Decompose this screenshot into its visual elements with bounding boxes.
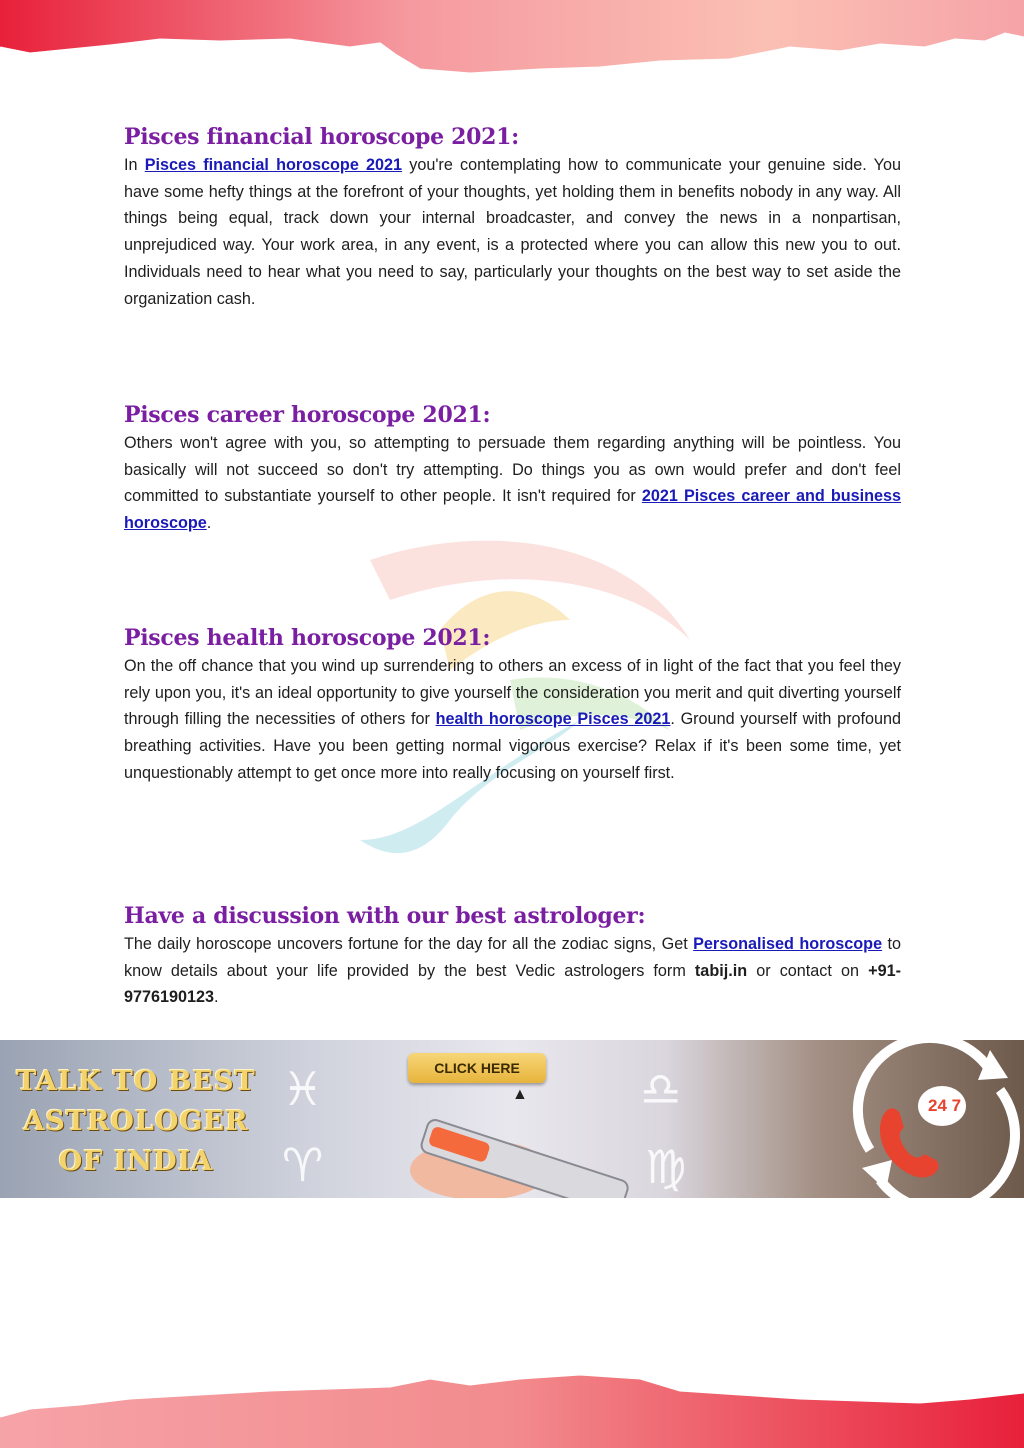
badge-24-7: 24 7 [928,1096,962,1115]
section-discussion [124,901,901,1011]
paragraph-career: Others won't agree with you, so attempting to persuade them regarding anything will be pointless. You basically will not succeed so don't try attempting. Do things you as own would prefer and don't feel committed to substantiate yourself to other people. It isn't required for 2021 Pisces career and business horoscope. [124,434,901,533]
section-health [124,623,901,787]
site-name: tabij.in [694,961,748,980]
hand-phone-icon [410,1100,640,1198]
talk-to-astrologer-banner[interactable] [0,1040,1024,1198]
paragraph-discussion: The daily horoscope uncovers fortune for the day for all the zodiac signs, Get Personalised horoscope to know details about your life provided by the best Vedic astrologers form tabij.in or contact on +91-9776190123. [124,935,902,1007]
cursor-arrow-icon: ▲ [512,1086,528,1103]
torn-paper-top-decoration [0,0,1024,95]
link-health-horoscope[interactable]: health horoscope Pisces 2021 [435,710,671,729]
libra-symbol-icon: ♎ [640,1062,682,1116]
torn-paper-bottom-decoration [0,1338,1024,1448]
aries-symbol-icon: ♈ [282,1138,324,1192]
link-career-business[interactable]: 2021 Pisces career and business horoscope [124,487,901,533]
phone-number: +91-9776190123 [124,961,901,1007]
virgo-symbol-icon: ♍ [645,1140,687,1194]
heading-health: Pisces health horoscope 2021: [124,625,491,651]
section-financial [124,122,901,312]
link-personalised-horoscope[interactable]: Personalised horoscope [693,935,883,953]
paragraph-financial: In Pisces financial horoscope 2021 you're contemplating how to communicate your genuine side. You have some hefty things at the forefront of your thoughts, yet holding them in benefits nobody in any way. All things being equal, track down your internal broadcaster, and convey the news in a nonpartisan, unprejudiced way. Your work area, in any event, is a protected where you can allow this new you to out. Individuals need to hear what you need to say, particularly your thoughts on the best way to set aside the organization cash. [124,156,901,308]
banner-title: TALK TO BEST ASTROLOGER OF INDIA [16,1066,256,1177]
pisces-symbol-icon: ♓ [282,1062,324,1116]
support-24-7-icon [840,1040,1024,1198]
section-career [124,400,901,537]
link-pisces-financial[interactable]: Pisces financial horoscope 2021 [144,156,403,174]
heading-career: Pisces career horoscope 2021: [124,402,491,428]
click-here-button[interactable]: CLICK HERE [408,1053,546,1083]
heading-financial: Pisces financial horoscope 2021: [124,124,519,150]
paragraph-health: On the off chance that you wind up surrendering to others an excess of in light of the fact that you feel they rely upon you, it's an ideal opportunity to give yourself the consideration you merit and quit diverting yourself through filling the necessities of others for health horoscope Pisces 2021. Ground yourself with profound breathing activities. Have you been getting normal vigorous exercise? Relax if it's been some time, yet unquestionably attempt to get once more into really focusing on yourself first. [124,657,902,782]
heading-discussion: Have a discussion with our best astrologer: [124,903,646,929]
